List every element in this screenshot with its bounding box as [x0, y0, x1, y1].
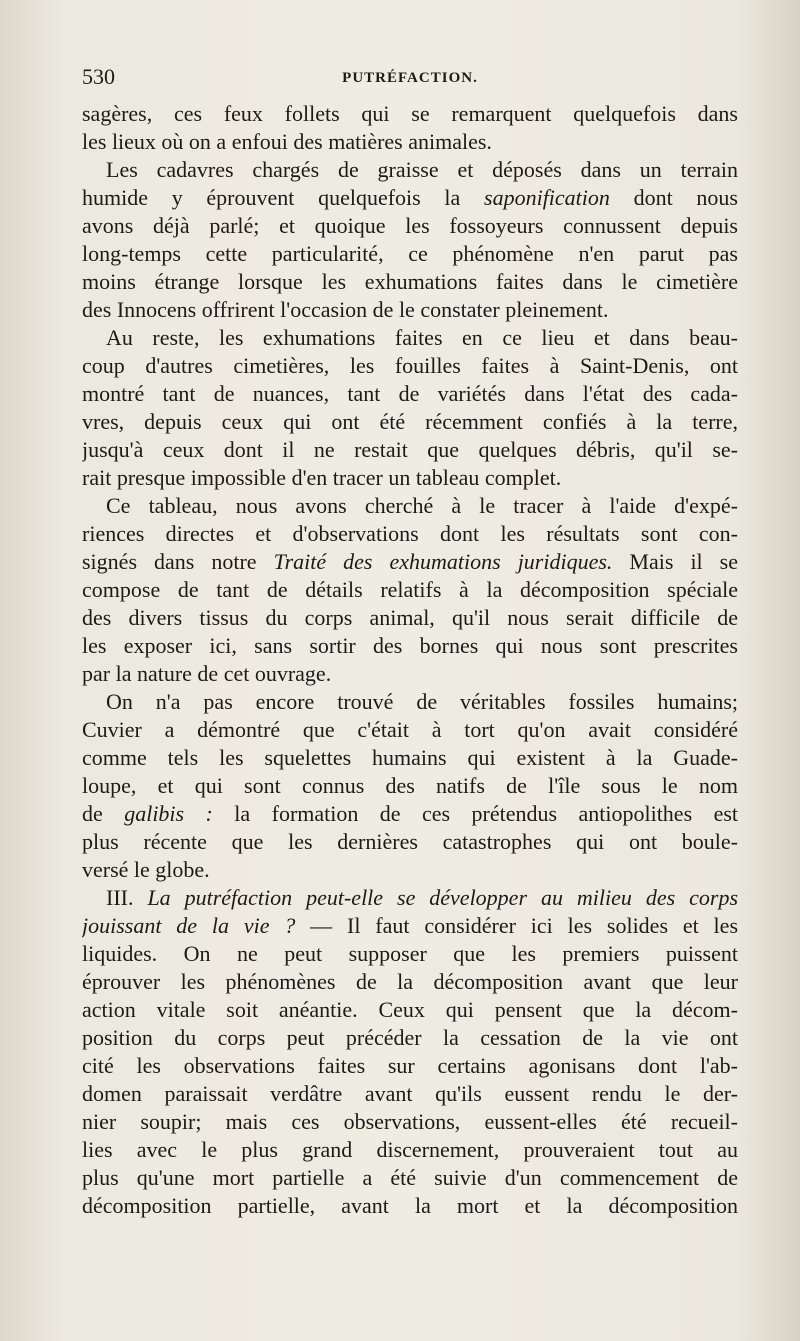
- text-line: vres, depuis ceux qui ont été récemment confiés à la terre,: [82, 409, 738, 434]
- text-line: long-temps cette particularité, ce phénomène n'en parut pas: [82, 241, 738, 266]
- text-line: montré tant de nuances, tant de variétés dans l'état des cada-: [82, 381, 738, 406]
- section-heading-line: III. La putréfaction peut-elle se développer au milieu des corps: [106, 885, 738, 910]
- text-line: rait presque impossible d'en tracer un tableau complet.: [82, 465, 562, 490]
- text-line: de galibis : la formation de ces prétendus antiopolithes est: [82, 801, 738, 826]
- text-line: Cuvier a démontré que c'était à tort qu'on avait considéré: [82, 717, 738, 742]
- page-number: 530: [82, 64, 115, 89]
- text-line: les exposer ici, sans sortir des bornes qui nous sont prescrites: [82, 633, 738, 658]
- page-header: [82, 60, 738, 92]
- text-line: décomposition partielle, avant la mort et la décomposition: [82, 1193, 738, 1218]
- text-line: les lieux où on a enfoui des matières animales.: [82, 129, 492, 154]
- text-line: Les cadavres chargés de graisse et déposés dans un terrain: [106, 157, 738, 182]
- text-line: jusqu'à ceux dont il ne restait que quelques débris, qu'il se-: [82, 437, 738, 462]
- body-text: [82, 100, 738, 1220]
- text-line: plus récente que les dernières catastrophes qui ont boule-: [82, 829, 738, 854]
- text-line: comme tels les squelettes humains qui existent à la Guade-: [82, 745, 738, 770]
- text-line: versé le globe.: [82, 857, 210, 882]
- text-line: des divers tissus du corps animal, qu'il nous serait difficile de: [82, 605, 738, 630]
- text-line: éprouver les phénomènes de la décomposition avant que leur: [82, 969, 738, 994]
- text-line: sagères, ces feux follets qui se remarquent quelquefois dans: [82, 101, 738, 126]
- text-line: domen paraissait verdâtre avant qu'ils eussent rendu le der-: [82, 1081, 738, 1106]
- text-line: liquides. On ne peut supposer que les premiers puissent: [82, 941, 738, 966]
- text-line: par la nature de cet ouvrage.: [82, 661, 332, 686]
- text-line: Ce tableau, nous avons cherché à le tracer à l'aide d'expé-: [106, 493, 738, 518]
- text-line: humide y éprouvent quelquefois la saponification dont nous: [82, 185, 738, 210]
- running-title: PUTRÉFACTION.: [342, 70, 478, 86]
- text-line: nier soupir; mais ces observations, eussent-elles été recueil-: [82, 1109, 738, 1134]
- text-line: On n'a pas encore trouvé de véritables fossiles humains;: [106, 689, 738, 714]
- text-line: signés dans notre Traité des exhumations juridiques. Mais il se: [82, 549, 738, 574]
- text-line: avons déjà parlé; et quoique les fossoyeurs connussent depuis: [82, 213, 738, 238]
- text-line: cité les observations faites sur certains agonisans dont l'ab-: [82, 1053, 738, 1078]
- text-line: riences directes et d'observations dont les résultats sont con-: [82, 521, 738, 546]
- text-line: compose de tant de détails relatifs à la décomposition spéciale: [82, 577, 738, 602]
- text-line: moins étrange lorsque les exhumations faites dans le cimetière: [82, 269, 738, 294]
- text-line: lies avec le plus grand discernement, prouveraient tout au: [82, 1137, 738, 1162]
- text-line: coup d'autres cimetières, les fouilles faites à Saint-Denis, ont: [82, 353, 738, 378]
- text-line: plus qu'une mort partielle a été suivie d'un commencement de: [82, 1165, 738, 1190]
- text-line: Au reste, les exhumations faites en ce lieu et dans beau-: [106, 325, 738, 350]
- text-line: position du corps peut précéder la cessation de la vie ont: [82, 1025, 738, 1050]
- text-line: jouissant de la vie ? — Il faut considérer ici les solides et les: [82, 913, 738, 938]
- text-line: des Innocens offrirent l'occasion de le constater pleinement.: [82, 297, 609, 322]
- text-line: loupe, et qui sont connus des natifs de l'île sous le nom: [82, 773, 738, 798]
- text-line: action vitale soit anéantie. Ceux qui pensent que la décom-: [82, 997, 738, 1022]
